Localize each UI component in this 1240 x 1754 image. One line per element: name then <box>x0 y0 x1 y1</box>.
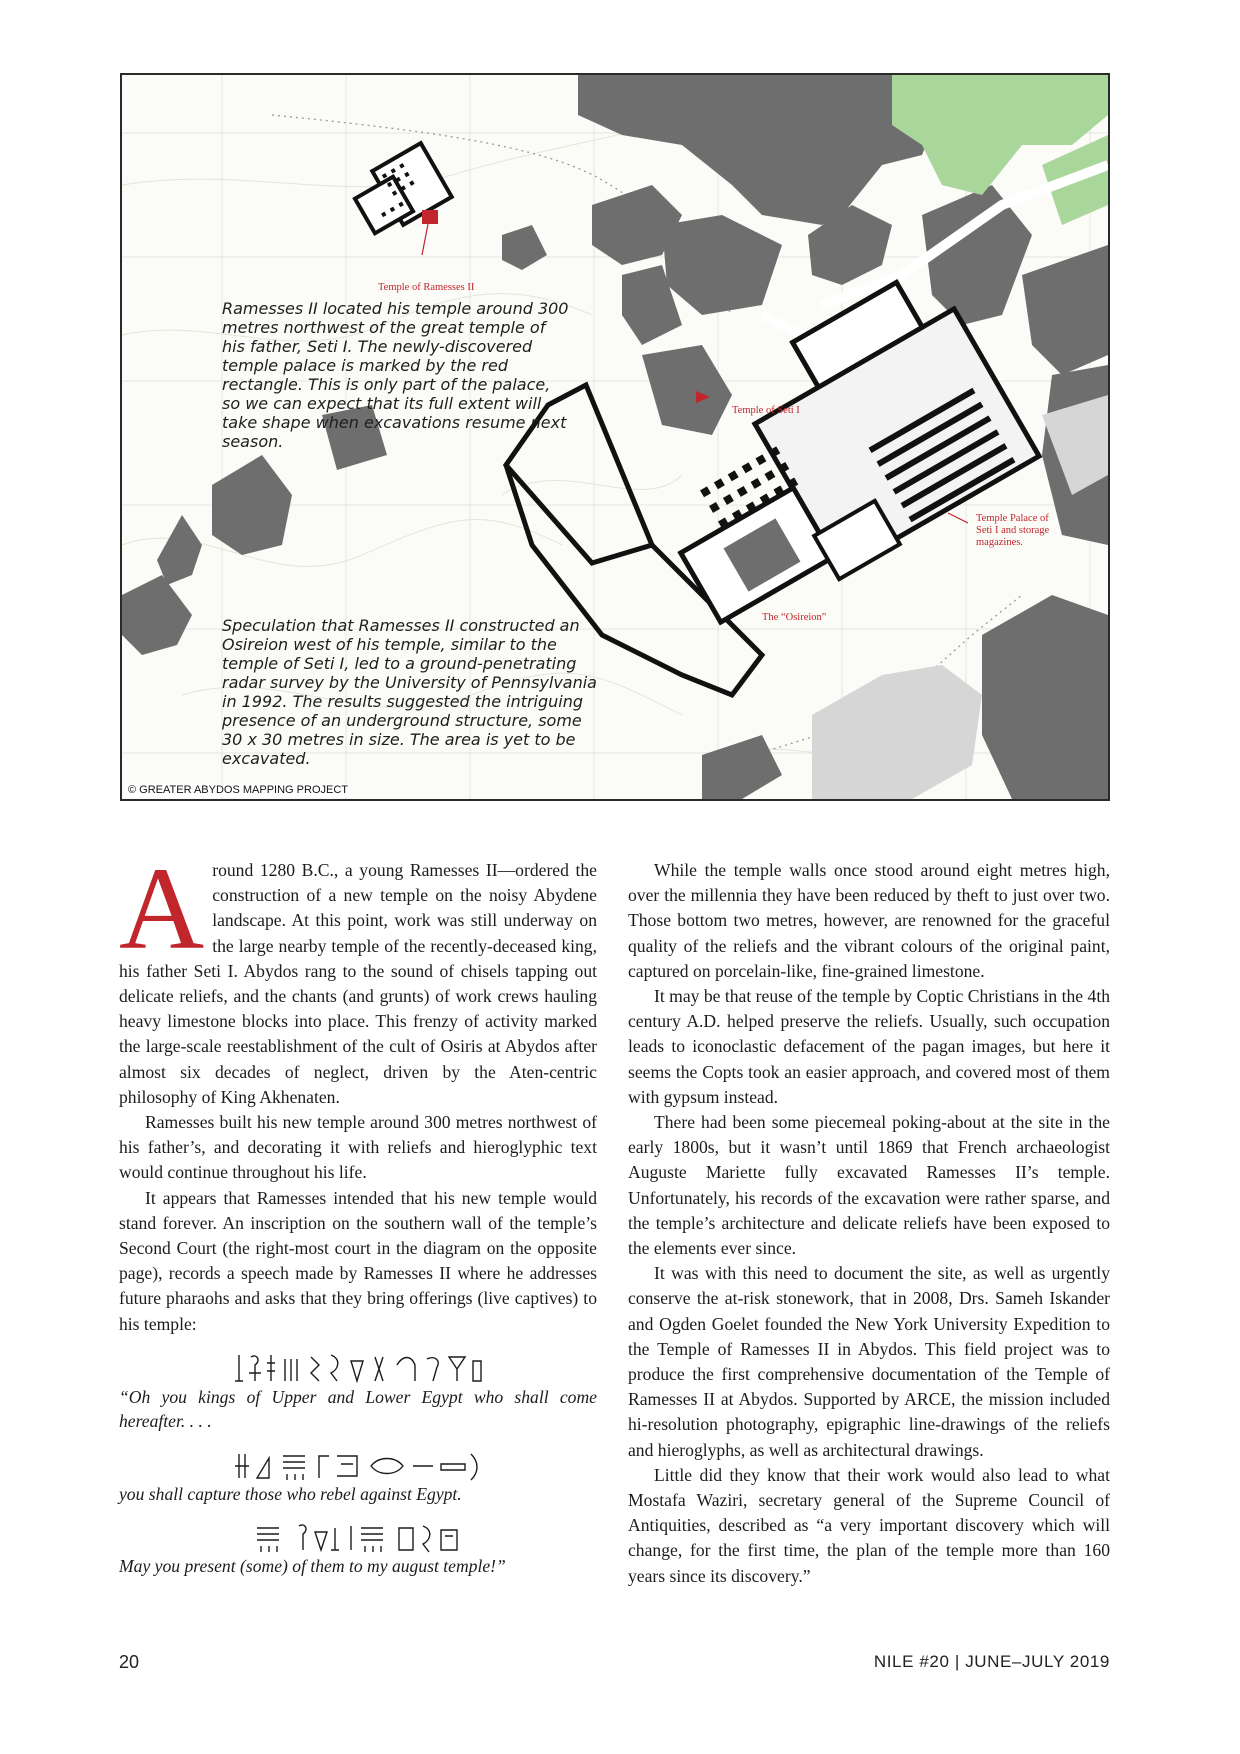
issue-line: NILE #20 | JUNE–JULY 2019 <box>873 1652 1110 1671</box>
article-column-left <box>119 843 597 1579</box>
palace-red-rectangle <box>422 210 438 224</box>
label-temple-of-seti: Temple of Seti I <box>732 405 800 416</box>
paragraph: It was with this need to document the site, as well as urgently conserve the at-risk stonework, that in 2008, Drs. Sameh Iskander and Ogden Goelet founded the New York University Expedition to the Temple of Ramesses II in Abydos. This field project was to produce the first comprehensive documentation of the Temple of Ramesses II at Abydos. Supported by ARCE, the mission included hi-resolution photography, epigraphic line-drawings of the reliefs and hieroglyphs, as well as architectural drawings. <box>628 1263 1110 1460</box>
map-caption-top: Ramesses II located his temple around 300 metres northwest of the great temple of his father, Seti I. The newly-discovered temple palace is marked by the red rectangle. This is only part of the palace, so we can expect that its full extent will take shape when excavations resume next season. <box>222 299 569 451</box>
article-column-right <box>628 858 1110 1589</box>
site-map-figure <box>120 73 1110 801</box>
paragraph: Little did they know that their work would also lead to what Mostafa Waziri, secretary general of the Supreme Council of Antiquities, described as “a very important discovery which will change, for the first time, the plan of the temple more than 160 years since its discovery.” <box>628 1464 1110 1586</box>
paragraph: Ramesses built his new temple around 300 metres northwest of his father’s, and decorating it with reliefs and hieroglyphic text would continue throughout his life. <box>119 1112 597 1183</box>
label-osireion: The “Osireion” <box>762 612 827 623</box>
quote-line: May you present (some) of them to my august temple!” <box>119 1556 506 1577</box>
paragraph: round 1280 B.C., a young Ramesses II—ordered the construction of a new temple on the noisy Abydene landscape. At this point, work was still underway on the large nearby temple of the recently-deceased king, his father Seti I. Abydos rang to the sound of chisels tapping out delicate reliefs, and the chants (and grunts) of work crews hauling heavy limestone blocks into place. This frenzy of activity marked the large-scale reestablishment of the cult of Osiris at Abydos after almost six decades of neglect, driven by the Aten-centric philosophy of King Akhenaten. <box>119 860 597 1107</box>
hieroglyph-quotation <box>119 1351 597 1579</box>
quote-line: “Oh you kings of Upper and Lower Egypt who shall come hereafter. . . . <box>119 1386 597 1432</box>
map-caption-bottom: Speculation that Ramesses II constructed an Osireion west of his temple, similar to the temple of Seti I, led to a ground-penetrating radar survey by the University of Pennsylvania in 1992. The results suggested the intriguing presence of an underground structure, some 30 x 30 metres in size. The area is yet to be excavated. <box>222 616 597 768</box>
label-temple-of-ramesses: Temple of Ramesses II <box>378 282 475 293</box>
paragraph: It appears that Ramesses intended that his new temple would stand forever. An inscription on the southern wall of the temple’s Second Court (the right-most court in the diagram on the opposite page), records a speech made by Ramesses II where he addresses future pharaohs and asks that they bring offerings (live captives) to his temple: <box>119 1187 597 1334</box>
paragraph: While the temple walls once stood around eight metres high, over the millennia they have been reduced by theft to just over two. Those bottom two metres, however, are renowned for the graceful quality of the reliefs and the vibrant colours of the original paint, captured on porcelain-like, fine-grained limestone. <box>628 860 1110 981</box>
image-credit: © GREATER ABYDOS MAPPING PROJECT <box>125 784 351 797</box>
seti-temple-plan <box>681 282 1039 622</box>
hieroglyph-row-icon <box>233 1448 483 1482</box>
quote-line: you shall capture those who rebel against Egypt. <box>119 1483 462 1504</box>
page-number: 20 <box>119 1652 140 1672</box>
hieroglyph-row-icon <box>253 1520 463 1554</box>
ramesses-temple-plan <box>355 143 452 255</box>
hieroglyph-row-icon <box>233 1351 483 1385</box>
drop-cap: A <box>119 843 205 974</box>
label-temple-palace: Temple Palace of Seti I and storage magazines. <box>976 513 1050 548</box>
paragraph: There had been some piecemeal poking-about at the site in the early 1800s, but it wasn’t until 1869 that French archaeologist Auguste Mariette fully excavated Ramesses II’s temple. Unfortunately, his records of the excavation were rather sparse, and the temple’s architecture and delicate reliefs have been exposed to the elements ever since. <box>628 1112 1110 1259</box>
paragraph: It may be that reuse of the temple by Coptic Christians in the 4th century A.D. helped preserve the reliefs. Usually, such occupation leads to iconoclastic defacement of the pagan images, but here it seems the Copts took an easier approach, and covered most of them with gypsum instead. <box>628 986 1110 1107</box>
